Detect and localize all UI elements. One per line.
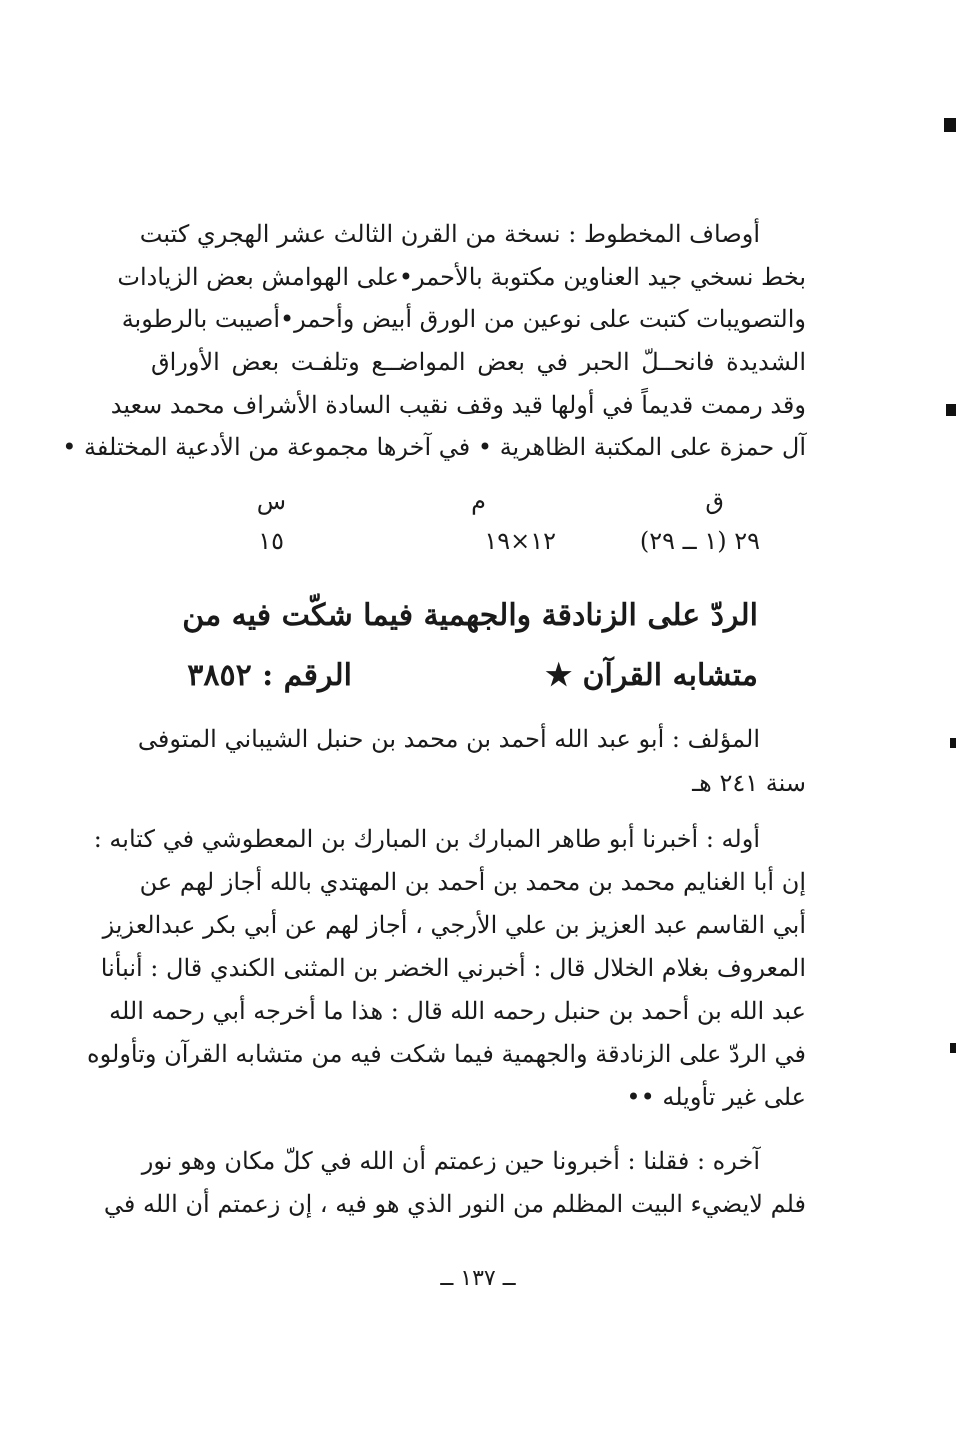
beginning-line: على غير تأويله ••: [626, 1083, 806, 1111]
beginning-line: في الردّ على الزنادقة والجهمية فيما شكت فيه من متشابه القرآن وتأولوه: [87, 1040, 806, 1068]
scan-mark: [944, 118, 956, 132]
table-value-m: ١٢×١٩: [484, 527, 556, 555]
beginning-line: عبد الله بن أحمد بن حنبل رحمه الله قال : هذا ما أخرجه أبي رحمه الله: [109, 997, 806, 1025]
description-line: وقد رممت قديماً في أولها قيد وقف نقيب السادة الأشراف محمد سعيد: [110, 391, 806, 419]
table-value-q: ٢٩ (١ ــ ٢٩): [639, 527, 760, 555]
description-line: والتصويبات كتبت على نوعين من الورق أبيض وأحمر•أصيبت بالرطوبة: [121, 305, 806, 333]
scan-mark: [950, 738, 956, 748]
table-header-m: م: [471, 487, 486, 515]
description-line: أوصاف المخطوط : نسخة من القرن الثالث عشر الهجري كتبت: [139, 220, 760, 248]
entry-number: الرقم : ٣٨٥٢: [187, 658, 352, 693]
table-value-s: ١٥: [258, 527, 284, 555]
page-number: ــ ١٣٧ ــ: [440, 1266, 516, 1291]
description-line: آل حمزة على المكتبة الظاهرية • في آخرها مجموعة من الأدعية المختلفة •: [62, 433, 806, 461]
beginning-line: إن أبا الغنايم محمد بن محمد بن أحمد بن المهتدي بالله أجاز لهم عن: [139, 868, 806, 896]
description-line: الشديدة فانحــلّ الحبر في بعض المواضــع وتلفـت بعض الأوراق: [151, 348, 806, 376]
beginning-line: أوله : أخبرنا أبو طاهر المبارك بن المبارك بن المعطوشي في كتابه :: [93, 825, 760, 853]
table-header-q: ق: [705, 487, 724, 515]
scan-mark: [946, 404, 956, 416]
author-line: المؤلف : أبو عبد الله أحمد بن محمد بن حنبل الشيباني المتوفى: [137, 725, 760, 753]
ending-line: آخره : فقلنا : أخبرونا حين زعمتم أن الله في كلّ مكان وهو نور: [141, 1147, 760, 1175]
beginning-line: أبي القاسم عبد العزيز بن علي الأرجي ، أجاز لهم عن أبي بكر عبدالعزيز: [102, 911, 806, 939]
author-line: سنة ٢٤١ هـ: [692, 769, 806, 797]
ending-line: فلم لايضيء البيت المظلم من النور الذي هو فيه ، إن زعمتم أن الله في: [103, 1190, 806, 1218]
scan-mark: [950, 1043, 956, 1053]
entry-title-line-2: متشابه القرآن ★: [545, 658, 758, 693]
table-header-s: س: [256, 487, 286, 515]
entry-title-line-1: الردّ على الزنادقة والجهمية فيما شكّت فيه من: [182, 598, 758, 633]
beginning-line: المعروف بغلام الخلال قال : أخبرني الخضر بن المثنى الكندي قال : أنبأنا: [100, 954, 806, 982]
description-line: بخط نسخي جيد العناوين مكتوبة بالأحمر•على الهوامش بعض الزيادات: [117, 263, 806, 291]
